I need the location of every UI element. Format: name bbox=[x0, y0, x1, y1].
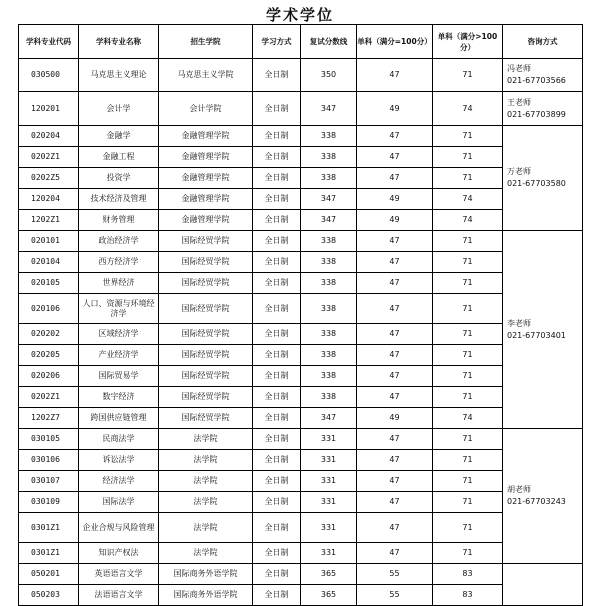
cell-mode: 全日制 bbox=[253, 585, 301, 606]
cell-s2: 71 bbox=[433, 543, 503, 564]
header-row bbox=[19, 25, 583, 59]
cell-school: 国际经贸学院 bbox=[159, 252, 253, 273]
table-body bbox=[19, 59, 583, 606]
cell-mode: 全日制 bbox=[253, 126, 301, 147]
header-name: 学科专业名称 bbox=[79, 25, 159, 59]
contact-cell bbox=[503, 59, 583, 92]
table-row bbox=[19, 366, 583, 387]
cell-school: 国际经贸学院 bbox=[159, 366, 253, 387]
cell-mode: 全日制 bbox=[253, 147, 301, 168]
table-row bbox=[19, 429, 583, 450]
contact-phone: 021-67703899 bbox=[507, 109, 566, 119]
cell-score: 347 bbox=[301, 189, 357, 210]
cell-code: 0202Z1 bbox=[19, 147, 79, 168]
cell-score: 347 bbox=[301, 210, 357, 231]
cell-score: 331 bbox=[301, 450, 357, 471]
cell-name: 诉讼法学 bbox=[79, 450, 159, 471]
cell-school: 金融管理学院 bbox=[159, 168, 253, 189]
cell-name: 国际贸易学 bbox=[79, 366, 159, 387]
header-school: 招生学院 bbox=[159, 25, 253, 59]
cell-code: 020104 bbox=[19, 252, 79, 273]
cell-s1: 47 bbox=[357, 294, 433, 324]
cell-mode: 全日制 bbox=[253, 408, 301, 429]
cell-name: 财务管理 bbox=[79, 210, 159, 231]
cell-s2: 71 bbox=[433, 366, 503, 387]
cell-score: 338 bbox=[301, 366, 357, 387]
cell-s1: 47 bbox=[357, 429, 433, 450]
table-row bbox=[19, 59, 583, 92]
table-row bbox=[19, 408, 583, 429]
cell-score: 338 bbox=[301, 273, 357, 294]
cell-score: 338 bbox=[301, 231, 357, 252]
table-row bbox=[19, 147, 583, 168]
cell-school: 国际经贸学院 bbox=[159, 387, 253, 408]
cell-name: 跨国供应链管理 bbox=[79, 408, 159, 429]
cell-s1: 55 bbox=[357, 585, 433, 606]
contact-cell bbox=[503, 429, 583, 564]
header-code: 学科专业代码 bbox=[19, 25, 79, 59]
cell-s1: 47 bbox=[357, 450, 433, 471]
table-row bbox=[19, 513, 583, 543]
cell-s1: 49 bbox=[357, 189, 433, 210]
cell-score: 350 bbox=[301, 59, 357, 92]
table-row bbox=[19, 324, 583, 345]
cell-name: 金融学 bbox=[79, 126, 159, 147]
cell-code: 030500 bbox=[19, 59, 79, 92]
cell-code: 030109 bbox=[19, 492, 79, 513]
cell-s2: 71 bbox=[433, 492, 503, 513]
cell-mode: 全日制 bbox=[253, 429, 301, 450]
cell-school: 金融管理学院 bbox=[159, 189, 253, 210]
cell-code: 1202Z1 bbox=[19, 210, 79, 231]
cell-name: 知识产权法 bbox=[79, 543, 159, 564]
table-row bbox=[19, 564, 583, 585]
contact-cell bbox=[503, 564, 583, 606]
cell-code: 020105 bbox=[19, 273, 79, 294]
cell-mode: 全日制 bbox=[253, 210, 301, 231]
cell-mode: 全日制 bbox=[253, 564, 301, 585]
cell-school: 国际经贸学院 bbox=[159, 324, 253, 345]
cell-school: 金融管理学院 bbox=[159, 126, 253, 147]
cell-code: 0301Z1 bbox=[19, 513, 79, 543]
cell-s1: 55 bbox=[357, 564, 433, 585]
cell-s1: 47 bbox=[357, 273, 433, 294]
cell-school: 国际经贸学院 bbox=[159, 273, 253, 294]
cell-s2: 83 bbox=[433, 564, 503, 585]
table-row bbox=[19, 543, 583, 564]
cell-score: 338 bbox=[301, 294, 357, 324]
cell-name: 企业合规与风险管理 bbox=[79, 513, 159, 543]
cell-s1: 47 bbox=[357, 387, 433, 408]
contact-name: 李老师 bbox=[507, 318, 531, 328]
cell-school: 法学院 bbox=[159, 492, 253, 513]
cell-s1: 47 bbox=[357, 59, 433, 92]
cell-score: 331 bbox=[301, 513, 357, 543]
cell-code: 020106 bbox=[19, 294, 79, 324]
header-single2: 单科（满分>100分） bbox=[433, 25, 503, 59]
contact-phone: 021-67703580 bbox=[507, 179, 566, 188]
cell-school: 法学院 bbox=[159, 471, 253, 492]
cell-name: 西方经济学 bbox=[79, 252, 159, 273]
header-single1: 单科（满分=100分） bbox=[357, 25, 433, 59]
cell-name: 数字经济 bbox=[79, 387, 159, 408]
cell-school: 国际商务外语学院 bbox=[159, 585, 253, 606]
score-table bbox=[18, 24, 583, 606]
cell-score: 347 bbox=[301, 92, 357, 126]
cell-score: 331 bbox=[301, 492, 357, 513]
contact-name: 胡老师 bbox=[507, 485, 531, 494]
cell-score: 365 bbox=[301, 564, 357, 585]
cell-code: 020204 bbox=[19, 126, 79, 147]
cell-s2: 71 bbox=[433, 147, 503, 168]
header-mode: 学习方式 bbox=[253, 25, 301, 59]
cell-school: 国际经贸学院 bbox=[159, 231, 253, 252]
cell-mode: 全日制 bbox=[253, 59, 301, 92]
contact-phone: 021-67703243 bbox=[507, 497, 566, 506]
table-row bbox=[19, 471, 583, 492]
cell-score: 365 bbox=[301, 585, 357, 606]
table-row bbox=[19, 387, 583, 408]
table-row bbox=[19, 585, 583, 606]
cell-s2: 83 bbox=[433, 585, 503, 606]
cell-s1: 47 bbox=[357, 126, 433, 147]
cell-name: 国际法学 bbox=[79, 492, 159, 513]
table-row bbox=[19, 231, 583, 252]
cell-name: 金融工程 bbox=[79, 147, 159, 168]
cell-mode: 全日制 bbox=[253, 387, 301, 408]
cell-s1: 49 bbox=[357, 408, 433, 429]
cell-s1: 47 bbox=[357, 513, 433, 543]
cell-s1: 49 bbox=[357, 210, 433, 231]
table-row bbox=[19, 189, 583, 210]
cell-name: 投资学 bbox=[79, 168, 159, 189]
cell-s2: 71 bbox=[433, 471, 503, 492]
cell-mode: 全日制 bbox=[253, 366, 301, 387]
cell-mode: 全日制 bbox=[253, 345, 301, 366]
cell-school: 法学院 bbox=[159, 450, 253, 471]
cell-score: 347 bbox=[301, 408, 357, 429]
cell-s2: 71 bbox=[433, 513, 503, 543]
cell-name: 会计学 bbox=[79, 92, 159, 126]
cell-mode: 全日制 bbox=[253, 92, 301, 126]
contact-name: 冯老师 bbox=[507, 64, 531, 73]
cell-name: 法语语言文学 bbox=[79, 585, 159, 606]
cell-score: 331 bbox=[301, 429, 357, 450]
cell-s1: 47 bbox=[357, 168, 433, 189]
cell-school: 国际经贸学院 bbox=[159, 345, 253, 366]
cell-s1: 47 bbox=[357, 471, 433, 492]
cell-s2: 74 bbox=[433, 189, 503, 210]
cell-code: 050201 bbox=[19, 564, 79, 585]
cell-s2: 71 bbox=[433, 387, 503, 408]
table-row bbox=[19, 126, 583, 147]
page-title: 学术学位 bbox=[265, 6, 334, 24]
cell-s2: 71 bbox=[433, 450, 503, 471]
cell-name: 民商法学 bbox=[79, 429, 159, 450]
cell-s2: 71 bbox=[433, 273, 503, 294]
cell-code: 030105 bbox=[19, 429, 79, 450]
cell-school: 法学院 bbox=[159, 513, 253, 543]
cell-s2: 71 bbox=[433, 59, 503, 92]
cell-s1: 47 bbox=[357, 252, 433, 273]
cell-s2: 71 bbox=[433, 345, 503, 366]
header-contact: 咨询方式 bbox=[503, 25, 583, 59]
contact-name: 万老师 bbox=[507, 167, 531, 176]
cell-mode: 全日制 bbox=[253, 231, 301, 252]
cell-name: 世界经济 bbox=[79, 273, 159, 294]
cell-school: 法学院 bbox=[159, 543, 253, 564]
cell-s1: 47 bbox=[357, 324, 433, 345]
cell-mode: 全日制 bbox=[253, 189, 301, 210]
cell-s2: 71 bbox=[433, 231, 503, 252]
cell-code: 0301Z1 bbox=[19, 543, 79, 564]
table-row bbox=[19, 294, 583, 324]
cell-s2: 71 bbox=[433, 324, 503, 345]
cell-code: 020205 bbox=[19, 345, 79, 366]
cell-s2: 71 bbox=[433, 294, 503, 324]
cell-mode: 全日制 bbox=[253, 252, 301, 273]
cell-code: 030107 bbox=[19, 471, 79, 492]
cell-name: 英语语言文学 bbox=[79, 564, 159, 585]
cell-mode: 全日制 bbox=[253, 513, 301, 543]
cell-school: 法学院 bbox=[159, 429, 253, 450]
cell-school: 国际经贸学院 bbox=[159, 408, 253, 429]
cell-s1: 47 bbox=[357, 345, 433, 366]
cell-name: 马克思主义理论 bbox=[79, 59, 159, 92]
cell-mode: 全日制 bbox=[253, 273, 301, 294]
cell-mode: 全日制 bbox=[253, 492, 301, 513]
cell-name: 政治经济学 bbox=[79, 231, 159, 252]
header-score: 复试分数线 bbox=[301, 25, 357, 59]
cell-s2: 74 bbox=[433, 210, 503, 231]
cell-name: 区域经济学 bbox=[79, 324, 159, 345]
cell-s2: 71 bbox=[433, 168, 503, 189]
cell-s1: 47 bbox=[357, 366, 433, 387]
cell-code: 1202Z7 bbox=[19, 408, 79, 429]
cell-name: 产业经济学 bbox=[79, 345, 159, 366]
cell-score: 338 bbox=[301, 168, 357, 189]
cell-school: 会计学院 bbox=[159, 92, 253, 126]
cell-s1: 47 bbox=[357, 231, 433, 252]
table-row bbox=[19, 210, 583, 231]
cell-score: 338 bbox=[301, 324, 357, 345]
cell-code: 0202Z1 bbox=[19, 387, 79, 408]
cell-s2: 71 bbox=[433, 126, 503, 147]
cell-code: 120201 bbox=[19, 92, 79, 126]
cell-score: 338 bbox=[301, 126, 357, 147]
cell-mode: 全日制 bbox=[253, 543, 301, 564]
cell-s1: 47 bbox=[357, 543, 433, 564]
cell-s2: 71 bbox=[433, 252, 503, 273]
cell-s2: 74 bbox=[433, 408, 503, 429]
cell-code: 020202 bbox=[19, 324, 79, 345]
contact-cell bbox=[503, 92, 583, 126]
cell-school: 国际商务外语学院 bbox=[159, 564, 253, 585]
table-row bbox=[19, 252, 583, 273]
cell-score: 331 bbox=[301, 543, 357, 564]
cell-mode: 全日制 bbox=[253, 450, 301, 471]
table-row bbox=[19, 450, 583, 471]
cell-s1: 47 bbox=[357, 492, 433, 513]
cell-code: 120204 bbox=[19, 189, 79, 210]
cell-score: 338 bbox=[301, 387, 357, 408]
cell-s2: 71 bbox=[433, 429, 503, 450]
cell-mode: 全日制 bbox=[253, 294, 301, 324]
cell-mode: 全日制 bbox=[253, 324, 301, 345]
cell-score: 331 bbox=[301, 471, 357, 492]
cell-school: 马克思主义学院 bbox=[159, 59, 253, 92]
cell-name: 技术经济及管理 bbox=[79, 189, 159, 210]
table-row bbox=[19, 273, 583, 294]
table-row bbox=[19, 168, 583, 189]
table-row bbox=[19, 345, 583, 366]
cell-code: 0202Z5 bbox=[19, 168, 79, 189]
cell-s2: 74 bbox=[433, 92, 503, 126]
cell-s1: 47 bbox=[357, 147, 433, 168]
cell-code: 030106 bbox=[19, 450, 79, 471]
contact-phone: 021-67703401 bbox=[507, 330, 566, 340]
contact-cell bbox=[503, 126, 583, 231]
cell-name: 人口、资源与环境经济学 bbox=[79, 294, 159, 324]
table-row bbox=[19, 92, 583, 126]
contact-cell bbox=[503, 231, 583, 429]
cell-school: 金融管理学院 bbox=[159, 147, 253, 168]
contact-phone: 021-67703566 bbox=[507, 76, 566, 85]
table-row bbox=[19, 492, 583, 513]
cell-school: 金融管理学院 bbox=[159, 210, 253, 231]
contact-name: 王老师 bbox=[507, 97, 531, 107]
cell-mode: 全日制 bbox=[253, 471, 301, 492]
cell-code: 020206 bbox=[19, 366, 79, 387]
cell-s1: 49 bbox=[357, 92, 433, 126]
cell-code: 050203 bbox=[19, 585, 79, 606]
cell-score: 338 bbox=[301, 252, 357, 273]
cell-mode: 全日制 bbox=[253, 168, 301, 189]
cell-score: 338 bbox=[301, 345, 357, 366]
cell-score: 338 bbox=[301, 147, 357, 168]
cell-name: 经济法学 bbox=[79, 471, 159, 492]
cell-code: 020101 bbox=[19, 231, 79, 252]
cell-school: 国际经贸学院 bbox=[159, 294, 253, 324]
